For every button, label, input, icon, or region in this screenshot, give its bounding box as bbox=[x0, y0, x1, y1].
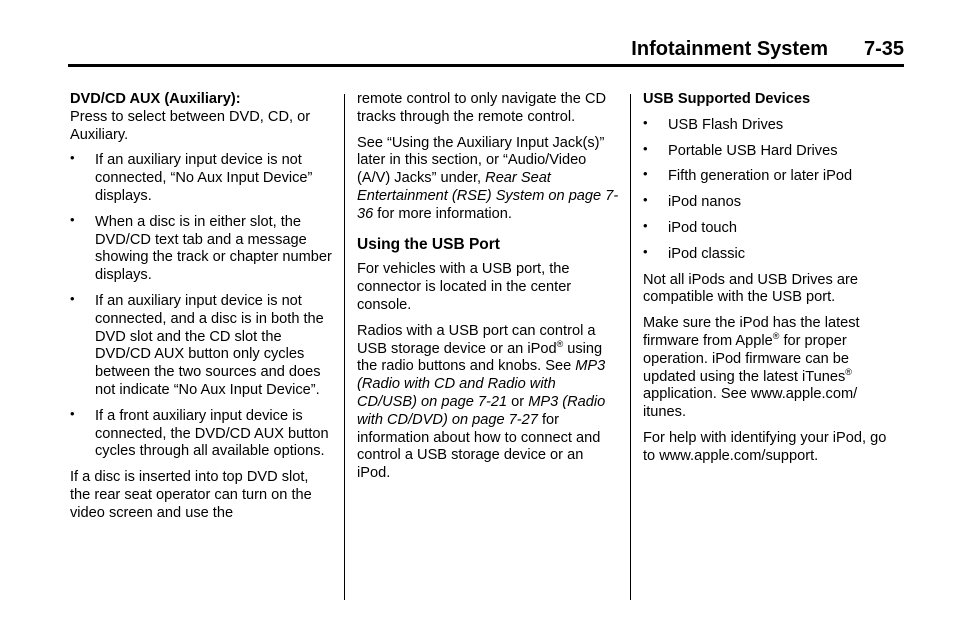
firmware-paragraph: Make sure the iPod has the latest firmware from Apple® for proper operation. iPod firmware can be updated using the latest iTunes® application. See www.apple.com/ itunes. bbox=[643, 315, 860, 421]
section-title: Infotainment System bbox=[631, 38, 828, 60]
aux-jack-paragraph: See “Using the Auxiliary Input Jack(s)” later in this section, or “Audio/Video (A/V) Jacks” under, Rear Seat Entertainment (RSE) System on page 7-36 for more information. bbox=[357, 134, 619, 222]
rse-reference-link[interactable]: Rear Seat Entertainment (RSE) System on page 7-36 bbox=[357, 170, 619, 222]
bullet-icon: • bbox=[70, 211, 75, 227]
header-rule bbox=[68, 64, 904, 67]
column-divider bbox=[630, 94, 631, 600]
list-item: • If an auxiliary input device is not connected, and a disc is in both the DVD slot and the CD slot the DVD/CD AUX button only cycles between the two sources and does not indicate “No Aux Input Device”. bbox=[70, 290, 324, 398]
bullet-icon: • bbox=[643, 243, 648, 259]
dvd-aux-intro: Press to select between DVD, CD, or Auxiliary. bbox=[70, 108, 311, 143]
column-divider bbox=[344, 94, 345, 600]
list-item: • iPod classic bbox=[643, 243, 746, 262]
usb-devices-heading: USB Supported Devices bbox=[643, 91, 811, 107]
usb-control-paragraph: Radios with a USB port can control a USB storage device or an iPod® using the radio buttons and knobs. See MP3 (Radio with CD and Radio with CD/USB) on page 7-21 or MP3 (Radio with CD/DVD) on page 7-27 for information about how to connect and control a USB storage device or an iPod. bbox=[357, 322, 606, 482]
list-item: • iPod touch bbox=[643, 217, 737, 236]
disc-paragraph: If a disc is inserted into top DVD slot, the rear seat operator can turn on the video screen and use the bbox=[70, 469, 312, 521]
support-paragraph: For help with identifying your iPod, go to www.apple.com/support. bbox=[643, 429, 887, 464]
bullet-icon: • bbox=[70, 405, 75, 421]
bullet-icon: • bbox=[643, 166, 648, 182]
column-1 bbox=[70, 91, 332, 531]
column-2 bbox=[357, 91, 619, 491]
usb-location-paragraph: For vehicles with a USB port, the connector is located in the center console. bbox=[357, 261, 572, 313]
usb-devices-list bbox=[643, 114, 899, 264]
bullet-icon: • bbox=[643, 192, 648, 208]
list-item: • Portable USB Hard Drives bbox=[643, 140, 838, 159]
dvd-aux-bullets bbox=[70, 152, 332, 461]
column-3 bbox=[643, 91, 899, 474]
list-item: • If an auxiliary input device is not connected, “No Aux Input Device” displays. bbox=[70, 150, 313, 204]
mp3-dvd-reference-link[interactable]: MP3 (Radio with CD/DVD) on page 7-27 bbox=[357, 393, 606, 428]
list-item: • USB Flash Drives bbox=[643, 114, 784, 133]
mp3-cd-reference-link[interactable]: MP3 (Radio with CD and Radio with CD/USB) on page 7-21 bbox=[357, 358, 606, 410]
dvd-aux-heading: DVD/CD AUX (Auxiliary): bbox=[70, 91, 241, 107]
usb-port-heading: Using the USB Port bbox=[357, 235, 500, 253]
list-item: • iPod nanos bbox=[643, 192, 742, 211]
list-item: • If a front auxiliary input device is connected, the DVD/CD AUX button cycles through all available options. bbox=[70, 405, 329, 460]
bullet-icon: • bbox=[70, 150, 75, 166]
list-item: • Fifth generation or later iPod bbox=[643, 166, 853, 185]
bullet-icon: • bbox=[70, 290, 75, 306]
remote-paragraph: remote control to only navigate the CD tracks through the remote control. bbox=[357, 91, 607, 125]
bullet-icon: • bbox=[643, 217, 648, 233]
bullet-icon: • bbox=[643, 140, 648, 156]
compatibility-paragraph: Not all iPods and USB Drives are compatible with the USB port. bbox=[643, 271, 858, 306]
page-number: 7-35 bbox=[863, 38, 904, 60]
bullet-icon: • bbox=[643, 114, 648, 130]
list-item: • When a disc is in either slot, the DVD/CD text tab and a message showing the track or chapter number displays. bbox=[70, 211, 332, 284]
page-header bbox=[0, 36, 904, 64]
